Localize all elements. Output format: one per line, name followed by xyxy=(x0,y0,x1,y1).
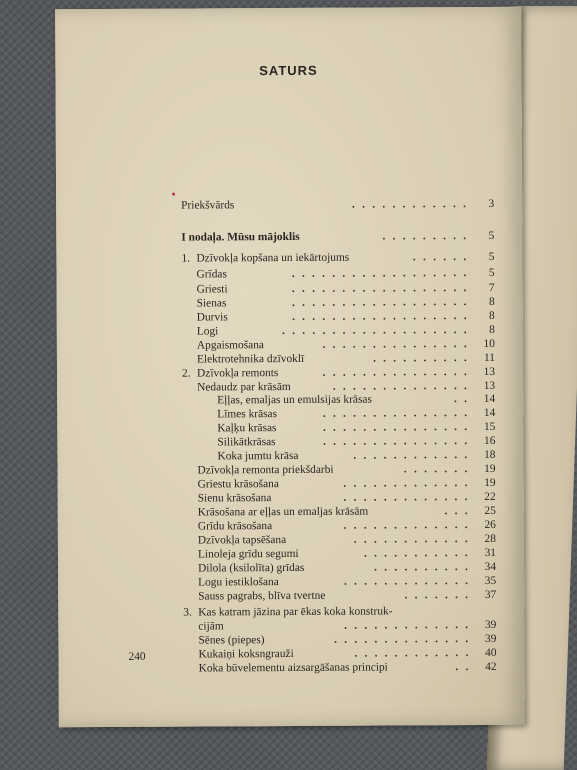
toc-entry-page: 31 xyxy=(484,546,497,559)
toc-entry-page: 25 xyxy=(484,504,496,517)
toc-entry-page: 5 xyxy=(488,229,495,242)
toc-entry-label: Līmes krāsas xyxy=(217,408,278,421)
toc-entry-page: 15 xyxy=(483,420,496,433)
toc-leader-dots: . . xyxy=(455,661,471,674)
toc-entry-label: Krāsošana ar eļļas un emaljas krāsām xyxy=(197,505,369,519)
toc-entry-page: 37 xyxy=(484,588,497,601)
toc-leader-dots: . . . . . . . . . . . . . . . xyxy=(322,421,470,434)
toc-entry-page: 42 xyxy=(485,660,497,673)
toc-entry xyxy=(56,229,522,245)
toc-leader-dots: . . . . . . . . . . . . . xyxy=(343,491,470,504)
toc-leader-dots: . . . . . . . . . . . . . xyxy=(343,477,470,490)
toc-entry-label: Griesti xyxy=(196,283,228,296)
toc-entry-label: Kaļķu krāsas xyxy=(217,422,277,435)
toc-leader-dots: . . . . . . . . . . . . . . . xyxy=(322,435,470,448)
toc-entry-label: Sēnes (piepes) xyxy=(198,634,265,647)
toc-leader-dots: . . . . . . xyxy=(412,251,469,264)
toc-entry-page: 39 xyxy=(484,618,497,631)
toc-entry-label: Eļļas, emaljas un emulsijas krāsas xyxy=(217,393,372,407)
toc-leader-dots: . . . . . . . . . . . . . xyxy=(344,619,471,632)
toc-entry-page: 22 xyxy=(484,490,496,503)
toc-leader-dots: . . . . . . . . . . . . xyxy=(353,449,470,462)
toc-entry xyxy=(58,588,524,604)
toc-entry-number: 2. xyxy=(182,367,191,380)
toc-leader-dots: . . . . . . . . . . . . xyxy=(352,198,469,211)
toc-leader-dots: . . . . . . . . . . . . . xyxy=(343,519,470,532)
toc-entry-page: 13 xyxy=(483,379,496,392)
toc-entry-label: Kukaiņi koksngrauži xyxy=(198,647,294,661)
toc-entry-label: cijām xyxy=(198,620,224,633)
toc-entry-page: 5 xyxy=(488,250,495,263)
toc-leader-dots: . . . . . . . . . . . . . . xyxy=(332,380,470,393)
toc-leader-dots: . . . . . . . . . . . . xyxy=(354,647,471,660)
toc-entry-label: Nedaudz par krāsām xyxy=(197,380,291,394)
toc-leader-dots: . . xyxy=(453,393,470,406)
toc-entry-page: 28 xyxy=(484,532,496,545)
toc-entry-page: 18 xyxy=(484,448,496,461)
toc-entry-page: 19 xyxy=(484,462,496,475)
toc-entry-page: 10 xyxy=(483,337,495,350)
toc-leader-dots: . . . . . . . xyxy=(404,589,471,602)
toc-entry-page: 8 xyxy=(488,295,495,308)
toc-entry-label: Sauss pagrabs, blīva tvertne xyxy=(198,589,326,603)
toc-entry-number: 3. xyxy=(183,606,192,619)
toc-entry-label: Priekšvārds xyxy=(181,199,235,212)
toc-leader-dots: . . . . . . . . . . xyxy=(374,561,471,574)
toc-entry-label: Grīdas xyxy=(196,268,227,281)
toc-leader-dots: . . . . . . . . . . . . . . . xyxy=(322,366,470,379)
toc-entry-label: Dzīvokļa kopšana un iekārtojums xyxy=(196,251,350,265)
toc-entry-label: Elektrotehnika dzīvoklī xyxy=(196,352,305,366)
toc-entry-page: 3 xyxy=(488,197,495,210)
toc-entry-page: 16 xyxy=(483,434,496,447)
toc-entry-label: I nodaļa. Mūsu mājoklis xyxy=(181,230,300,244)
toc-entry-label: Apgaismošana xyxy=(196,339,264,352)
toc-leader-dots: . . . . . . . . . . . . . . . . . . xyxy=(291,282,469,295)
toc-leader-dots: . . . . . . . . . . . . xyxy=(353,533,470,546)
toc-entry-page: 13 xyxy=(483,365,496,378)
toc-entry-label: Dzīvokļa remonts xyxy=(197,367,279,380)
toc-entry-label: Silikātkrāsas xyxy=(217,436,276,449)
toc-entry xyxy=(56,250,522,266)
toc-leader-dots: . . . . . . . . . xyxy=(382,230,469,243)
toc-entry xyxy=(56,197,522,213)
toc-leader-dots: . . . . . . . . . . . . . . . . . . . xyxy=(282,324,469,338)
toc-entry-page: 26 xyxy=(484,518,496,531)
toc-leader-dots: . . . . . . . . . . . . . xyxy=(343,575,471,588)
toc-entry-label: Dzīvokļa remonta priekšdarbi xyxy=(197,463,334,477)
toc-leader-dots: . . . . . . . xyxy=(403,463,470,476)
toc-entry-label: Griestu krāsošana xyxy=(197,478,279,491)
toc-entry-label: Koka jumtu krāsa xyxy=(217,449,299,463)
toc-entry-label: Logu iestiklošana xyxy=(198,576,279,589)
toc-entry-label: Sienas xyxy=(196,297,227,310)
toc-leader-dots: . . . . . . . . . . . . . . . xyxy=(322,407,470,420)
toc-entry-number: 1. xyxy=(181,252,191,265)
toc-entry-page: 8 xyxy=(489,323,495,336)
toc-entry xyxy=(56,266,522,282)
toc-leader-dots: . . . . . . . . . . . xyxy=(363,547,471,560)
toc-entry-label: Sienu krāsošana xyxy=(197,492,272,505)
toc-entry-label: Logi xyxy=(196,325,219,338)
book-page xyxy=(55,7,525,727)
toc-entry-label: Koka būvelementu aizsargāšanas principi xyxy=(198,661,388,675)
toc-leader-dots: . . . . . . . . . . . . . . . . . . xyxy=(292,310,469,323)
toc-entry-label: Grīdu krāsošana xyxy=(197,520,273,533)
page-number: 240 xyxy=(128,650,146,663)
toc-leader-dots: . . . . . . . . . . xyxy=(373,352,469,365)
toc-leader-dots: . . . . . . . . . . . . . . . . . . xyxy=(291,267,469,280)
toc-entry-label: Dilola (ksilolīta) grīdas xyxy=(198,561,305,575)
toc-entry-page: 14 xyxy=(483,406,496,419)
toc-entry-page: 35 xyxy=(484,574,497,587)
toc-entry-page: 19 xyxy=(484,476,496,489)
toc-entry-label: Dzīvokļa tapsēšana xyxy=(197,534,287,547)
toc-leader-dots: . . . . . . . . . . . . . . . xyxy=(322,338,469,351)
toc-entry-page: 40 xyxy=(485,646,497,659)
toc-leader-dots: . . . . . . . . . . . . . . xyxy=(334,633,471,646)
toc-entry-page: 8 xyxy=(489,309,495,322)
toc-entry-label: Kas katram jāzina par ēkas koka konstruk- xyxy=(198,605,393,619)
page-title: SATURS xyxy=(259,62,318,79)
toc-leader-dots: . . . . . . . . . . . . . . . . . . xyxy=(291,296,469,309)
toc-leader-dots: . . . xyxy=(444,505,470,518)
toc-entry-page: 7 xyxy=(488,281,495,294)
table-of-contents xyxy=(55,7,525,727)
toc-entry-page: 34 xyxy=(484,560,497,573)
toc-entry-page: 39 xyxy=(485,632,497,645)
toc-entry-page: 11 xyxy=(483,351,495,364)
toc-entry-label: Durvis xyxy=(196,311,228,324)
toc-entry-page: 14 xyxy=(483,392,496,405)
toc-entry-label: Linoleja grīdu segumi xyxy=(197,547,299,561)
toc-entry-page: 5 xyxy=(488,266,495,279)
